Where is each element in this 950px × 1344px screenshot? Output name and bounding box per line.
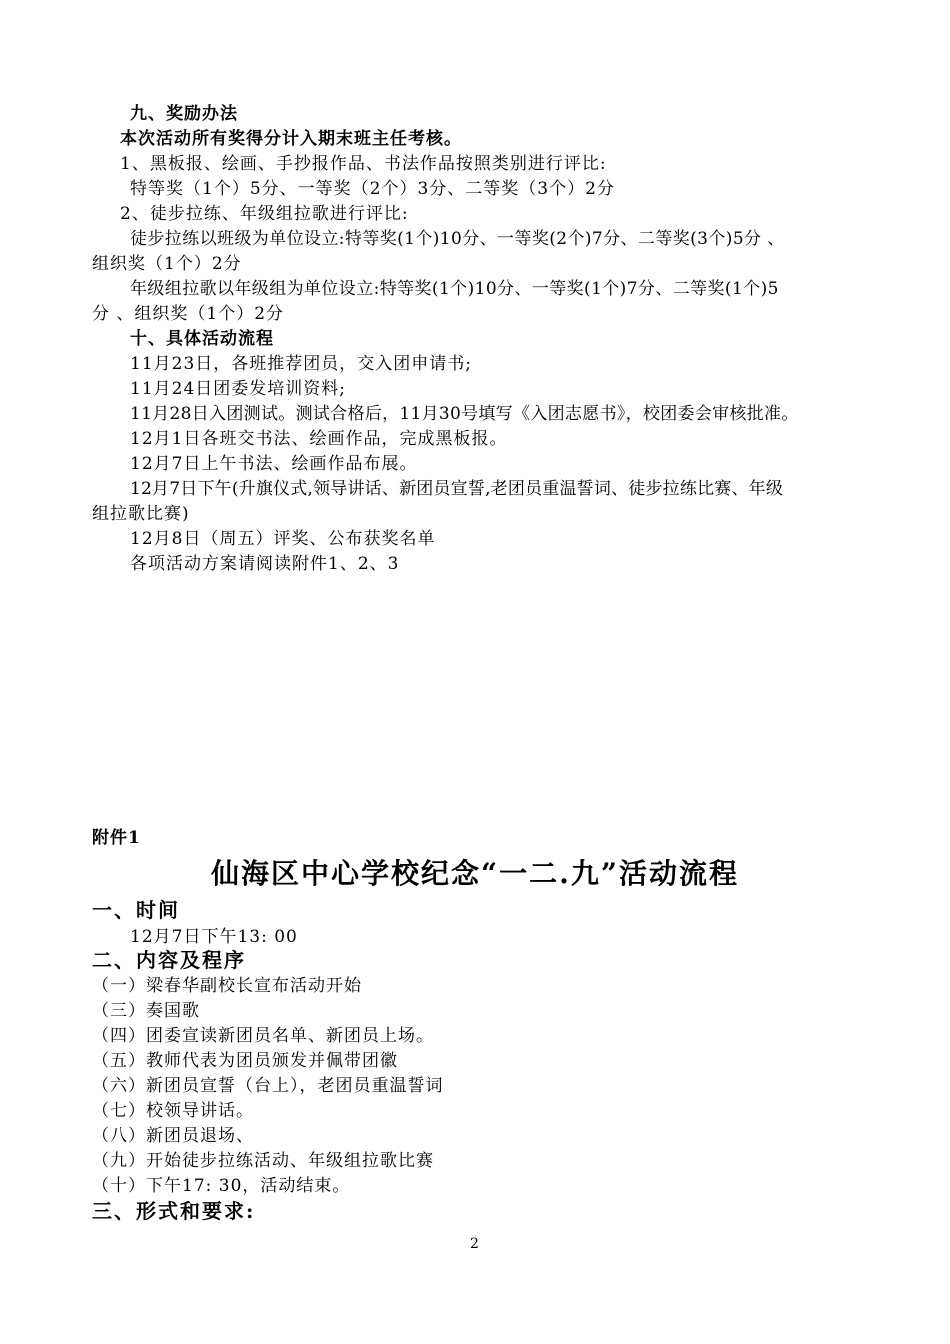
section-9-song-line-2: 分 、组织奖（1个）2分	[92, 304, 285, 324]
attachment-title: 仙海区中心学校纪念“一二.九”活动流程	[211, 857, 739, 890]
program-step: （七）校领导讲话。	[92, 1101, 254, 1121]
program-step: （四）团委宣读新团员名单、新团员上场。	[92, 1026, 434, 1046]
section-9-song-line-1: 年级组拉歌以年级组为单位设立:特等奖(1个)10分、一等奖(1个)7分、二等奖(1个)5	[130, 279, 779, 299]
program-step: （三）奏国歌	[92, 1001, 200, 1021]
program-step: （十）下午17: 30，活动结束。	[92, 1176, 351, 1196]
content-heading: 二、内容及程序	[92, 948, 246, 972]
section-9-heading: 九、奖励办法	[130, 104, 238, 124]
section-10-heading: 十、具体活动流程	[130, 329, 274, 349]
flow-line: 12月1日各班交书法、绘画作品，完成黑板报。	[130, 429, 508, 449]
flow-line: 11月24日团委发培训资料;	[130, 379, 346, 399]
program-step: （五）教师代表为团员颁发并佩带团徽	[92, 1051, 398, 1071]
flow-line: 12月8日（周五）评奖、公布获奖名单	[130, 529, 436, 549]
time-heading: 一、时间	[92, 898, 180, 922]
flow-line: 12月7日上午书法、绘画作品布展。	[130, 454, 418, 474]
flow-line: 11月23日，各班推荐团员，交入团申请书;	[130, 354, 472, 374]
flow-line: 12月7日下午(升旗仪式,领导讲话、新团员宣誓,老团员重温誓词、徒步拉练比赛、年级	[130, 479, 784, 499]
section-9-item-1: 1、黑板报、绘画、手抄报作品、书法作品按照类别进行评比:	[120, 154, 607, 174]
program-step: （六）新团员宣誓（台上），老团员重温誓词	[92, 1076, 444, 1096]
program-step: （九）开始徒步拉练活动、年级组拉歌比赛	[92, 1151, 434, 1171]
section-9-intro: 本次活动所有奖得分计入期末班主任考核。	[120, 129, 462, 149]
program-step: （一）梁春华副校长宣布活动开始	[92, 976, 362, 996]
form-heading: 三、形式和要求:	[92, 1199, 256, 1223]
section-9-item-2: 2、徒步拉练、年级组拉歌进行评比:	[120, 204, 409, 224]
flow-line: 组拉歌比赛)	[92, 504, 190, 524]
flow-line: 各项活动方案请阅读附件1、2、3	[130, 554, 400, 574]
section-9-walk-line-1: 徒步拉练以班级为单位设立:特等奖(1个)10分、一等奖(2个)7分、二等奖(3个)5分 、	[130, 229, 785, 249]
section-9-item-1-awards: 特等奖（1个）5分、一等奖（2个）3分、二等奖（3个）2分	[130, 179, 615, 199]
flow-line: 11月28日入团测试。测试合格后，11月30号填写《入团志愿书》，校团委会审核批准。	[130, 404, 799, 424]
program-step: （八）新团员退场、	[92, 1126, 254, 1146]
page-number: 2	[470, 1236, 480, 1252]
section-9-walk-line-2: 组织奖（1个）2分	[92, 254, 242, 274]
time-value: 12月7日下午13: 00	[130, 927, 298, 947]
attachment-label: 附件1	[92, 828, 141, 848]
